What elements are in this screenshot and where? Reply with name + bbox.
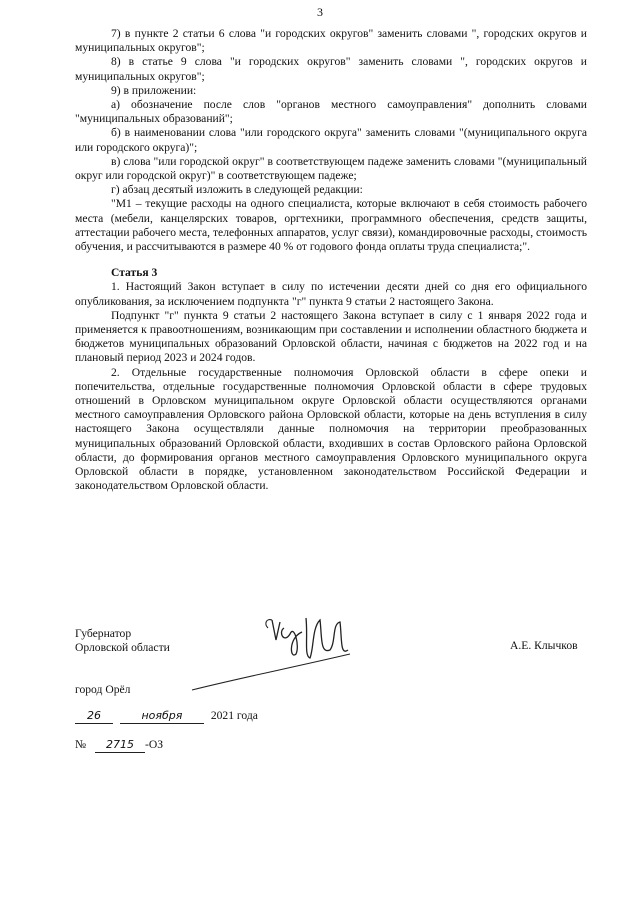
paragraph-subitem-g: г) абзац десятый изложить в следующей редакции: bbox=[111, 183, 363, 197]
law-number: 2715 bbox=[95, 738, 145, 753]
signatory-title-line-2: Орловской области bbox=[75, 641, 170, 655]
paragraph-item-7: 7) в пункте 2 статьи 6 слова "и городских округов" заменить словами ", городских округов и муниципальных округов"; bbox=[75, 27, 587, 55]
date-month: ноября bbox=[120, 709, 204, 724]
date-day: 26 bbox=[75, 709, 113, 724]
paragraph-subitem-a: а) обозначение после слов "органов местного самоуправления" дополнить словами "муниципальных образований"; bbox=[75, 98, 587, 126]
page-number: 3 bbox=[317, 5, 323, 19]
number-prefix: № bbox=[75, 738, 87, 751]
document-body bbox=[75, 27, 587, 494]
date-line bbox=[75, 709, 258, 724]
number-suffix: -ОЗ bbox=[144, 738, 164, 751]
article-3-heading: Статья 3 bbox=[111, 266, 158, 280]
article-3-paragraph-1: 1. Настоящий Закон вступает в силу по истечении десяти дней со дня его официального опубликования, за исключением подпункта "г" пункта 9 статьи 2 настоящего Закона. bbox=[75, 280, 587, 308]
paragraph-item-8: 8) в статье 9 слова "и городских округов" заменить словами ", городских округов и муниципальных округов"; bbox=[75, 55, 587, 83]
date-year: 2021 года bbox=[210, 709, 258, 722]
paragraph-subitem-b: б) в наименовании слова "или городского округа" заменить словами "(муниципального округа или городского округа)"; bbox=[75, 126, 587, 154]
signatory-name: А.Е. Клычков bbox=[510, 639, 578, 652]
city-line: город Орёл bbox=[75, 683, 131, 696]
paragraph-subitem-v: в) слова "или городской округ" в соответствующем падеже заменить словами "(муниципальный округ или городской округ)" в соответствующем падеже; bbox=[75, 154, 587, 183]
signatory-title-line-1: Губернатор bbox=[75, 627, 132, 640]
signatory-title bbox=[75, 627, 170, 655]
paragraph-item-9: 9) в приложении: bbox=[111, 83, 197, 97]
handwritten-signature bbox=[180, 598, 380, 698]
article-3-paragraph-3: 2. Отдельные государственные полномочия Орловской области в сфере опеки и попечительства, отдельные государственные полномочия Орловской области в сфере трудовых отношений в Орловском муниципальном округе Орловской области осуществляются органами местного самоуправления Орловского района Орловской области, которые на день вступления в силу настоящего Закона осуществляли данные полномочия на территории преобразованных муниципальных образований Орловской области, входивших в состав Орловского района Орловской области, до формирования органов местного самоуправления Орловского муниципального округа Орловской области в порядке, установленном законодательством Российской Федерации и законодательством Орловской области. bbox=[75, 365, 587, 493]
law-number-line bbox=[75, 738, 163, 753]
paragraph-m1-formula: "М1 – текущие расходы на одного специалиста, которые включают в себя стоимость рабочего места (мебели, канцелярских товаров, оргтехники, программного обеспечения, средств защиты, аттестации рабочего места, телефонных аппаратов, услуг связи), командировочные расходы, стоимость обучения, и рассчитываются в размере 40 % от годового фонда оплаты труда специалиста;". bbox=[75, 197, 587, 254]
article-3-paragraph-2: Подпункт "г" пункта 9 статьи 2 настоящего Закона вступает в силу с 1 января 2022 года и применяется к правоотношениям, возникающим при составлении и исполнении областного бюджета и бюджетов муниципальных образований Орловской области, начиная с бюджетов на 2022 год и на плановый период 2023 и 2024 годов. bbox=[75, 308, 587, 365]
